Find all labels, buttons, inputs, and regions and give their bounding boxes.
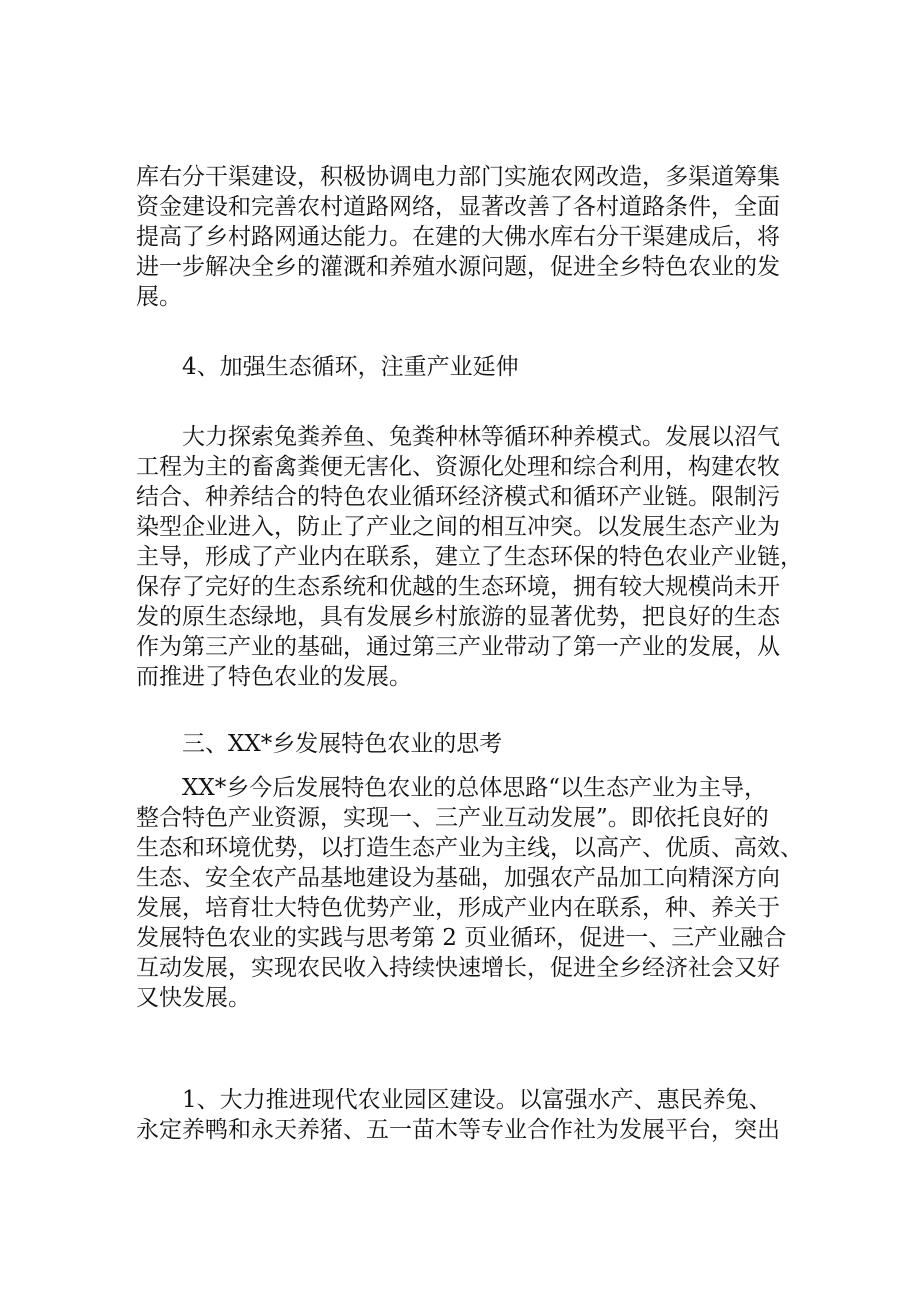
paragraph-3-line-1: XX*乡今后发展特色农业的总体思路“以生态产业为主导， — [182, 775, 768, 801]
paragraph-3-line-3: 生态和环境优势，以打造生态产业为主线，以高产、优质、高效、 — [136, 835, 803, 861]
paragraph-3-line-6: 发展特色农业的实践与思考第 2 页业循环，促进一、三产业融合 — [136, 925, 787, 951]
paragraph-2-line-1: 大力探索兔粪养鱼、兔粪种林等循环种养模式。发展以沼气 — [182, 424, 780, 450]
paragraph-2-line-4: 染型企业进入，防止了产业之间的相互冲突。以发展生态产业为 — [136, 514, 780, 540]
paragraph-2-line-3: 结合、种养结合的特色农业循环经济模式和循环产业链。限制污 — [136, 484, 780, 510]
paragraph-1-line-3: 提高了乡村路网通达能力。在建的大佛水库右分干渠建成后，将 — [136, 224, 780, 250]
paragraph-2-line-2: 工程为主的畜禽粪便无害化、资源化处理和综合利用，构建农牧 — [136, 454, 780, 480]
paragraph-2-line-7: 发的原生态绿地，具有发展乡村旅游的显著优势，把良好的生态 — [136, 604, 780, 630]
paragraph-2-line-5: 主导，形成了产业内在联系，建立了生态环保的特色农业产业链， — [136, 544, 803, 570]
paragraph-2-line-9: 而推进了特色农业的发展。 — [136, 664, 412, 690]
paragraph-3-line-5: 发展，培育壮大特色优势产业，形成产业内在联系，种、养关于 — [136, 895, 780, 921]
paragraph-4-line-2: 永定养鸭和永天养猪、五一苗木等专业合作社为发展平台，突出 — [136, 1117, 780, 1143]
paragraph-2-line-8: 作为第三产业的基础，通过第三产业带动了第一产业的发展，从 — [136, 634, 780, 660]
section-heading-4: 4、加强生态循环，注重产业延伸 — [182, 354, 519, 380]
paragraph-1-line-4: 进一步解决全乡的灌溉和养殖水源问题，促进全乡特色农业的发 — [136, 254, 780, 280]
paragraph-3-line-8: 又快发展。 — [136, 985, 251, 1011]
section-heading-3: 三、XX*乡发展特色农业的思考 — [182, 731, 503, 757]
paragraph-4-line-1: 1、大力推进现代农业园区建设。以富强水产、惠民养兔、 — [182, 1087, 772, 1113]
paragraph-3-line-4: 生态、安全农产品基地建设为基础，加强农产品加工向精深方向 — [136, 865, 780, 891]
paragraph-3-line-7: 互动发展，实现农民收入持续快速增长，促进全乡经济社会又好 — [136, 955, 780, 981]
paragraph-1-line-5: 展。 — [136, 284, 182, 310]
paragraph-1-line-1: 库右分干渠建设，积极协调电力部门实施农网改造，多渠道筹集 — [136, 164, 780, 190]
paragraph-2-line-6: 保存了完好的生态系统和优越的生态环境，拥有较大规模尚未开 — [136, 574, 780, 600]
paragraph-1-line-2: 资金建设和完善农村道路网络，显著改善了各村道路条件，全面 — [136, 194, 780, 220]
paragraph-3-line-2: 整合特色产业资源，实现一、三产业互动发展”。即依托良好的 — [136, 805, 769, 831]
